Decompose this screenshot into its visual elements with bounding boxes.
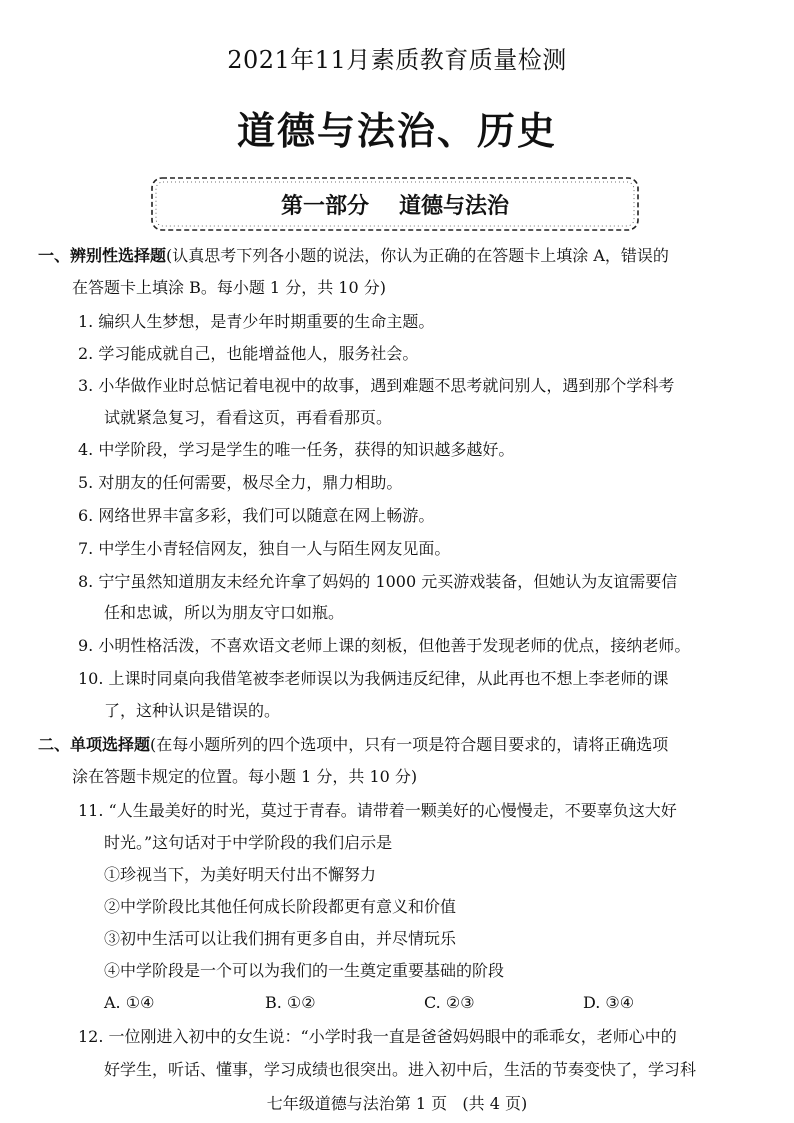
choice-b: B. ①② <box>265 993 316 1012</box>
question-2: 2. 学习能成就自己，也能增益他人，服务社会。 <box>78 344 419 363</box>
question-3-line2: 试就紧急复习，看看这页，再看看那页。 <box>104 408 393 427</box>
question-9: 9. 小明性格活泼，不喜欢语文老师上课的刻板，但他善于发现老师的优点，接纳老师。 <box>78 636 691 655</box>
question-12-line2: 好学生，听话、懂事，学习成绩也很突出。进入初中后，生活的节奏变快了，学习科 <box>104 1060 697 1079</box>
question-8-line1: 8. 宁宁虽然知道朋友未经允许拿了妈妈的 1000 元买游戏装备，但她认为友谊需要信 <box>78 572 678 591</box>
part-heading-box <box>150 176 640 232</box>
question-3-line1: 3. 小华做作业时总惦记着电视中的故事，遇到难题不思考就问别人，遇到那个学科考 <box>78 376 675 395</box>
question-11-option-3: ③初中生活可以让我们拥有更多自由，并尽情玩乐 <box>104 929 457 948</box>
question-11-option-1: ①珍视当下，为美好明天付出不懈努力 <box>104 865 377 884</box>
section2-heading: 二、单项选择题 <box>38 735 151 754</box>
total-pages: (共 4 页) <box>462 1094 528 1113</box>
exam-title: 2021年11月素质教育质量检测 <box>227 46 567 74</box>
question-7: 7. 中学生小青轻信网友，独自一人与陌生网友见面。 <box>78 539 451 558</box>
question-11-option-2: ②中学阶段比其他任何成长阶段都更有意义和价值 <box>104 897 457 916</box>
choice-d: D. ③④ <box>583 993 635 1012</box>
question-8-line2: 任和忠诚，所以为朋友守口如瓶。 <box>104 603 345 622</box>
part-label: 第一部分 <box>280 194 369 219</box>
page-number: 七年级道德与法治第 1 页 <box>266 1094 448 1113</box>
section2-instruction-line1 <box>38 734 668 756</box>
section1-instruction-line2: 在答题卡上填涂 B。每小题 1 分，共 10 分) <box>72 278 386 297</box>
question-1: 1. 编织人生梦想，是青少年时期重要的生命主题。 <box>78 312 435 331</box>
question-11-line2: 时光。”这句话对于中学阶段的我们启示是 <box>104 833 393 852</box>
choice-a: A. ①④ <box>104 993 155 1012</box>
question-10-line2: 了，这种认识是错误的。 <box>104 701 281 720</box>
choice-c: C. ②③ <box>424 993 475 1012</box>
subject-title: 道德与法治、历史 <box>236 109 557 153</box>
part-subject: 道德与法治 <box>399 194 510 219</box>
question-11-option-4: ④中学阶段是一个可以为我们的一生奠定重要基础的阶段 <box>104 961 505 980</box>
question-11-line1: 11. “人生最美好的时光，莫过于青春。请带着一颗美好的心慢慢走，不要辜负这大好 <box>78 801 677 820</box>
page-footer <box>0 1091 794 1114</box>
question-4: 4. 中学阶段，学习是学生的唯一任务，获得的知识越多越好。 <box>78 440 515 459</box>
question-6: 6. 网络世界丰富多彩，我们可以随意在网上畅游。 <box>78 506 435 525</box>
question-10-line1: 10. 上课时同桌向我借笔被李老师误以为我俩违反纪律，从此再也不想上李老师的课 <box>78 669 669 688</box>
section2-instruction-text: (在每小题所列的四个选项中，只有一项是符合题目要求的，请将正确选项 <box>150 735 669 754</box>
question-5: 5. 对朋友的任何需要，极尽全力，鼎力相助。 <box>78 473 403 492</box>
section2-instruction-line2: 涂在答题卡规定的位置。每小题 1 分，共 10 分) <box>72 767 418 786</box>
section1-instruction-line1 <box>38 245 669 267</box>
section1-instruction-text: (认真思考下列各小题的说法，你认为正确的在答题卡上填涂 A，错误的 <box>166 246 669 265</box>
question-12-line1: 12. 一位刚进入初中的女生说：“小学时我一直是爸爸妈妈眼中的乖乖女，老师心中的 <box>78 1027 677 1046</box>
part-title <box>150 189 640 220</box>
section1-heading: 一、辨别性选择题 <box>38 246 167 265</box>
